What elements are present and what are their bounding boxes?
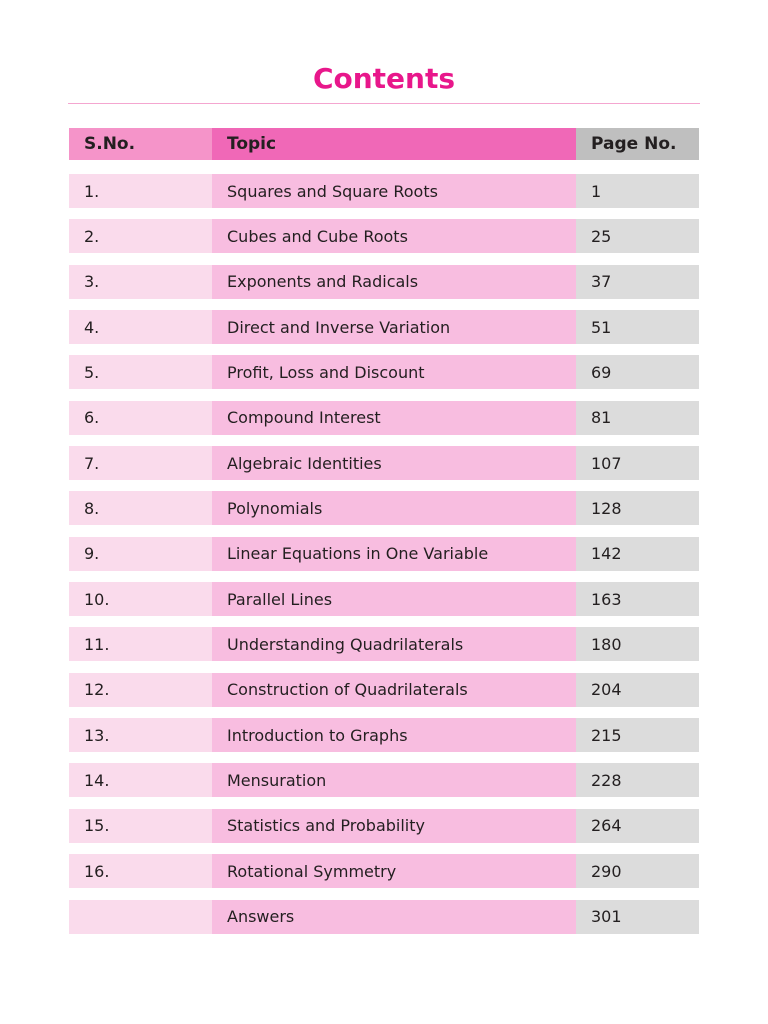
header-topic: Topic [212,128,576,160]
row-topic[interactable]: Polynomials [212,491,576,525]
row-sno: 3. [69,265,212,299]
row-page: 290 [576,854,699,888]
table-row [69,763,699,797]
table-row [69,673,699,707]
row-page: 215 [576,718,699,752]
row-sno: 13. [69,718,212,752]
row-page: 37 [576,265,699,299]
row-sno: 1. [69,174,212,208]
row-topic[interactable]: Answers [212,900,576,934]
row-topic[interactable]: Mensuration [212,763,576,797]
row-sno: 11. [69,627,212,661]
row-sno: 16. [69,854,212,888]
row-sno: 8. [69,491,212,525]
header-sno: S.No. [69,128,212,160]
table-row [69,900,699,934]
header-page: Page No. [576,128,699,160]
row-topic[interactable]: Parallel Lines [212,582,576,616]
table-row [69,537,699,571]
row-topic[interactable]: Exponents and Radicals [212,265,576,299]
table-row [69,491,699,525]
row-page: 1 [576,174,699,208]
row-topic[interactable]: Rotational Symmetry [212,854,576,888]
row-sno: 2. [69,219,212,253]
row-topic[interactable]: Direct and Inverse Variation [212,310,576,344]
row-sno: 5. [69,355,212,389]
table-row [69,582,699,616]
row-sno: 9. [69,537,212,571]
row-page: 180 [576,627,699,661]
table-row [69,401,699,435]
row-page: 51 [576,310,699,344]
row-page: 128 [576,491,699,525]
table-row [69,219,699,253]
table-row [69,310,699,344]
row-topic[interactable]: Profit, Loss and Discount [212,355,576,389]
table-row [69,627,699,661]
page-title: Contents [312,62,456,95]
table-row [69,265,699,299]
row-page: 81 [576,401,699,435]
row-topic[interactable]: Construction of Quadrilaterals [212,673,576,707]
table-row [69,355,699,389]
contents-table [69,128,699,945]
title-divider [68,103,700,104]
row-sno: 12. [69,673,212,707]
table-header-row [69,128,699,160]
row-topic[interactable]: Algebraic Identities [212,446,576,480]
row-sno: 6. [69,401,212,435]
row-sno: 15. [69,809,212,843]
table-row [69,174,699,208]
table-body [69,174,699,934]
row-sno: 10. [69,582,212,616]
table-row [69,809,699,843]
row-topic[interactable]: Cubes and Cube Roots [212,219,576,253]
row-sno: 7. [69,446,212,480]
row-topic[interactable]: Squares and Square Roots [212,174,576,208]
row-topic[interactable]: Linear Equations in One Variable [212,537,576,571]
row-topic[interactable]: Understanding Quadrilaterals [212,627,576,661]
row-topic[interactable]: Compound Interest [212,401,576,435]
row-page: 163 [576,582,699,616]
row-sno [69,900,212,934]
row-page: 264 [576,809,699,843]
row-page: 228 [576,763,699,797]
table-row [69,854,699,888]
row-page: 25 [576,219,699,253]
row-page: 204 [576,673,699,707]
row-page: 69 [576,355,699,389]
row-sno: 4. [69,310,212,344]
row-page: 301 [576,900,699,934]
row-topic[interactable]: Introduction to Graphs [212,718,576,752]
row-page: 142 [576,537,699,571]
row-topic[interactable]: Statistics and Probability [212,809,576,843]
row-page: 107 [576,446,699,480]
table-row [69,446,699,480]
row-sno: 14. [69,763,212,797]
table-row [69,718,699,752]
